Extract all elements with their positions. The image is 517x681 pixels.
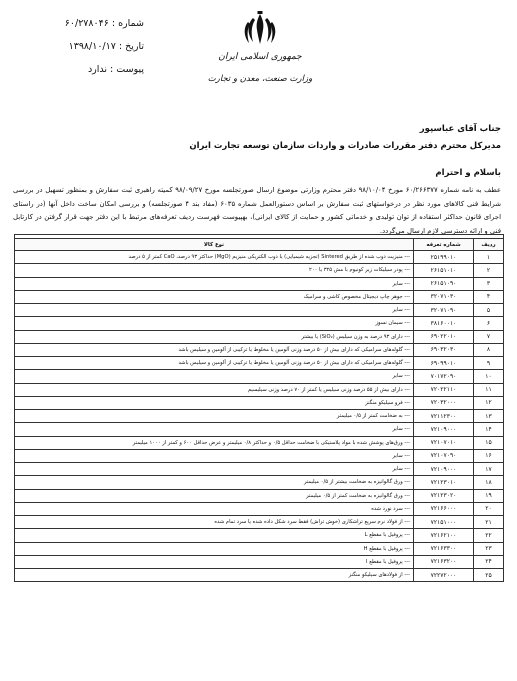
number-label: شماره — [118, 18, 144, 29]
row-tariff-code: ۷۲۱۰۹۰۰۰ — [414, 423, 474, 436]
row-index: ۲۱ — [474, 516, 504, 529]
row-description: --- سایر — [15, 304, 414, 317]
attachment-value: ندارد — [87, 64, 108, 75]
row-index: ۹ — [474, 357, 504, 370]
row-description: --- ورق گالوانیزه به ضخامت بیشتر از ۰/۵ میلیمتر — [15, 476, 414, 489]
row-index: ۱۴ — [474, 423, 504, 436]
table-row — [15, 410, 504, 423]
row-description: --- سایر — [15, 423, 414, 436]
row-description: --- از فولادهای سیلیکو منگنز — [15, 569, 414, 582]
row-index: ۲۴ — [474, 555, 504, 568]
row-index: ۵ — [474, 304, 504, 317]
row-tariff-code: ۷۲۱۶۲۱۰۰ — [414, 529, 474, 542]
table-row — [15, 423, 504, 436]
tariff-table-wrap — [14, 234, 504, 582]
row-index: ۲۵ — [474, 569, 504, 582]
table-row — [15, 489, 504, 502]
row-description: --- جوهر چاپ دیجیتال مخصوص کاشی و سرامیک — [15, 290, 414, 303]
row-index: ۱۶ — [474, 449, 504, 462]
greeting: باسلام و احترام — [435, 168, 501, 178]
table-row — [15, 317, 504, 330]
row-tariff-code: ۷۲۱۲۳۰۱۰ — [414, 476, 474, 489]
row-tariff-code: ۷۲۱۶۳۳۰۰ — [414, 542, 474, 555]
emblem-title: جمهوری اسلامی ایران — [218, 52, 302, 62]
table-row — [15, 277, 504, 290]
table-row — [15, 542, 504, 555]
row-index: ۱۳ — [474, 410, 504, 423]
table-row — [15, 330, 504, 343]
row-description: --- دارای ۹۳ درصد به وزن سیلیس (SiO₂) یا بیشتر — [15, 330, 414, 343]
date-label: تاریخ — [125, 41, 144, 52]
table-header-row — [15, 239, 504, 251]
table-row — [15, 555, 504, 568]
table-row — [15, 264, 504, 277]
row-tariff-code: ۳۲۰۷۱۰۳۰ — [414, 290, 474, 303]
row-index: ۶ — [474, 317, 504, 330]
row-index: ۱ — [474, 251, 504, 264]
row-index: ۷ — [474, 330, 504, 343]
table-row — [15, 251, 504, 264]
row-index: ۳ — [474, 277, 504, 290]
row-description: --- ورق گالوانیزه به ضخامت کمتر از ۰/۵ میلیمتر — [15, 489, 414, 502]
row-description: --- گلوله‌های سرامیکی که دارای بیش از ۵۰ درصد وزنی آلومین یا مخلوط یا ترکیبی از آلومین و سیلیس باشد — [15, 343, 414, 356]
iran-emblem-icon — [240, 10, 280, 50]
table-row — [15, 383, 504, 396]
row-description: --- سیمان نسوز — [15, 317, 414, 330]
table-body — [15, 251, 504, 582]
row-index: ۱۱ — [474, 383, 504, 396]
row-tariff-code: ۷۲۲۷۲۰۰۰ — [414, 569, 474, 582]
table-row — [15, 516, 504, 529]
row-index: ۱۹ — [474, 489, 504, 502]
table-row — [15, 357, 504, 370]
table-row — [15, 449, 504, 462]
number-value: ۶۰/۲۷۸۰۴۶ — [64, 18, 109, 29]
row-tariff-code: ۲۶۱۵۱۰۹۰ — [414, 277, 474, 290]
row-description: --- سرد نورد شده — [15, 502, 414, 515]
table-row — [15, 396, 504, 409]
header-index: ردیف — [474, 239, 504, 251]
row-tariff-code: ۲۵۱۹۹۰۱۰ — [414, 251, 474, 264]
ministry-name: وزارت صنعت، معدن و تجارت — [207, 74, 313, 84]
row-tariff-code: ۷۰۱۷۲۰۹۰ — [414, 370, 474, 383]
table-row — [15, 370, 504, 383]
row-index: ۱۷ — [474, 463, 504, 476]
row-index: ۱۰ — [474, 370, 504, 383]
row-description: --- پروفیل با مقطع L — [15, 529, 414, 542]
row-index: ۱۲ — [474, 396, 504, 409]
row-tariff-code: ۷۲۱۰۷۰۱۰ — [414, 436, 474, 449]
row-tariff-code: ۷۲۱۰۹۰۰۰ — [414, 463, 474, 476]
row-index: ۲۳ — [474, 542, 504, 555]
row-description: --- گلوله‌های سرامیکی که دارای بیش از ۵۰ درصد وزنی آلومین یا مخلوط یا ترکیبی از آلومین و سیلیس باشد — [15, 357, 414, 370]
row-tariff-code: ۷۲۱۶۶۰۰۰ — [414, 502, 474, 515]
table-row — [15, 463, 504, 476]
row-description: --- از فولاد نرم سریع تراشکاری (خوش تراش) فقط سرد شکل داده شده یا سرد تمام شده — [15, 516, 414, 529]
row-index: ۱۵ — [474, 436, 504, 449]
row-description: --- پودر سیلیکات زیر کونیوم با مش ۳۲۵ یا ۲۰۰ — [15, 264, 414, 277]
letter-date-row: تاریخ : ۱۳۹۸/۱۰/۱۷ — [68, 41, 144, 52]
table-row — [15, 436, 504, 449]
row-description: --- سایر — [15, 277, 414, 290]
row-tariff-code: ۷۲۱۲۳۰۲۰ — [414, 489, 474, 502]
row-description: --- دارای بیش از ۵۵ درصد وزنی سیلیس یا کمتر از ۷۰ درصد وزنی سیلیسیم — [15, 383, 414, 396]
table-row — [15, 290, 504, 303]
row-description: --- فرو سیلیکو منگنز — [15, 396, 414, 409]
row-description: --- سایر — [15, 463, 414, 476]
table-row — [15, 569, 504, 582]
row-tariff-code: ۷۲۱۶۳۲۰۰ — [414, 555, 474, 568]
row-index: ۲۰ — [474, 502, 504, 515]
recipient-name: جناب آقای عباسپور — [419, 124, 501, 134]
row-description: --- سایر — [15, 449, 414, 462]
attachment-label: پیوست — [116, 64, 144, 75]
row-index: ۴ — [474, 290, 504, 303]
row-description: --- پروفیل با مقطع I — [15, 555, 414, 568]
header-desc: نوع کالا — [15, 239, 414, 251]
table-row — [15, 343, 504, 356]
header-code: شماره تعرفه — [414, 239, 474, 251]
row-tariff-code: ۶۹۰۳۲۰۳۰ — [414, 343, 474, 356]
row-description: --- پروفیل با مقطع H — [15, 542, 414, 555]
row-description: --- منیزیت ذوب شده از طریق Sintered (تجزیه شیمیایی) یا ذوب الکتریکی منیزیم (MgO) حداکثر ۹۳ درصد، CaO کمتر از ۵ درصد — [15, 251, 414, 264]
row-index: ۲ — [474, 264, 504, 277]
row-description: --- سایر — [15, 370, 414, 383]
row-tariff-code: ۳۲۰۷۱۰۹۰ — [414, 304, 474, 317]
row-tariff-code: ۶۹۰۲۲۰۱۰ — [414, 330, 474, 343]
row-index: ۱۸ — [474, 476, 504, 489]
row-tariff-code: ۲۶۱۵۱۰۱۰ — [414, 264, 474, 277]
table-row — [15, 476, 504, 489]
row-tariff-code: ۳۸۱۶۰۰۱۰ — [414, 317, 474, 330]
row-tariff-code: ۶۹۰۹۹۰۱۰ — [414, 357, 474, 370]
row-tariff-code: ۷۲۱۰۷۰۹۰ — [414, 449, 474, 462]
tariff-table — [14, 234, 504, 582]
row-index: ۲۲ — [474, 529, 504, 542]
letter-body: عطف به نامه شماره ۶۰/۲۶۶۳۷۷ مورخ ۹۸/۱۰/۰۴ دفتر محترم وزارتی موضوع ارسال صورتجلسه مورخ ۹۸/۰۹/۲۷ کمیته راهبری ثبت سفارش و بمنظور تسهیل در بررسی شرایط فنی کالاهای مورد نظر در درخواستهای ثبت سفارش بر اساس دستورالعمل شماره ۶۰۳۵ (مفاد بند ۴ صورتجلسه) و بررسی امکان ساخت داخل آنها (در راستای اجرای قانون حداکثر استفاده از توان تولیدی و خدماتی کشور و حمایت از کالای ایرانی)، بهپیوست فهرست ردیف تعرفه‌های مرتبط با این دفتر جهت قرار گرفتن در کارتابل فنی و ارائه دسترسی لازم ارسال می‌گردد. — [13, 186, 501, 235]
row-description: --- به ضخامت کمتر از ۰/۵ میلیمتر — [15, 410, 414, 423]
row-tariff-code: ۷۲۰۳۲۰۰۰ — [414, 396, 474, 409]
row-tariff-code: ۷۲۱۵۱۰۰۰ — [414, 516, 474, 529]
table-row — [15, 304, 504, 317]
table-row — [15, 529, 504, 542]
letter-meta — [14, 12, 144, 81]
table-row — [15, 502, 504, 515]
row-index: ۸ — [474, 343, 504, 356]
letter-number-row: شماره : ۶۰/۲۷۸۰۴۶ — [64, 18, 144, 29]
row-tariff-code: ۷۲۰۲۲۱۱۰ — [414, 383, 474, 396]
date-value: ۱۳۹۸/۱۰/۱۷ — [68, 41, 116, 52]
row-description: --- ورق‌های پوشش شده با مواد پلاستیکی با ضخامت حداقل ۰/۵ و حداکثر ۰/۸ میلیمتر و عرض حداقل ۶۰۰ و کمتر از ۱۰۰۰ میلیمتر — [15, 436, 414, 449]
row-tariff-code: ۷۲۱۱۲۳۰۰ — [414, 410, 474, 423]
recipient-position: مدیرکل محترم دفتر مقررات صادرات و واردات سازمان توسعه تجارت ایران — [189, 141, 501, 151]
letter-attachment-row: پیوست : ندارد — [87, 64, 144, 75]
